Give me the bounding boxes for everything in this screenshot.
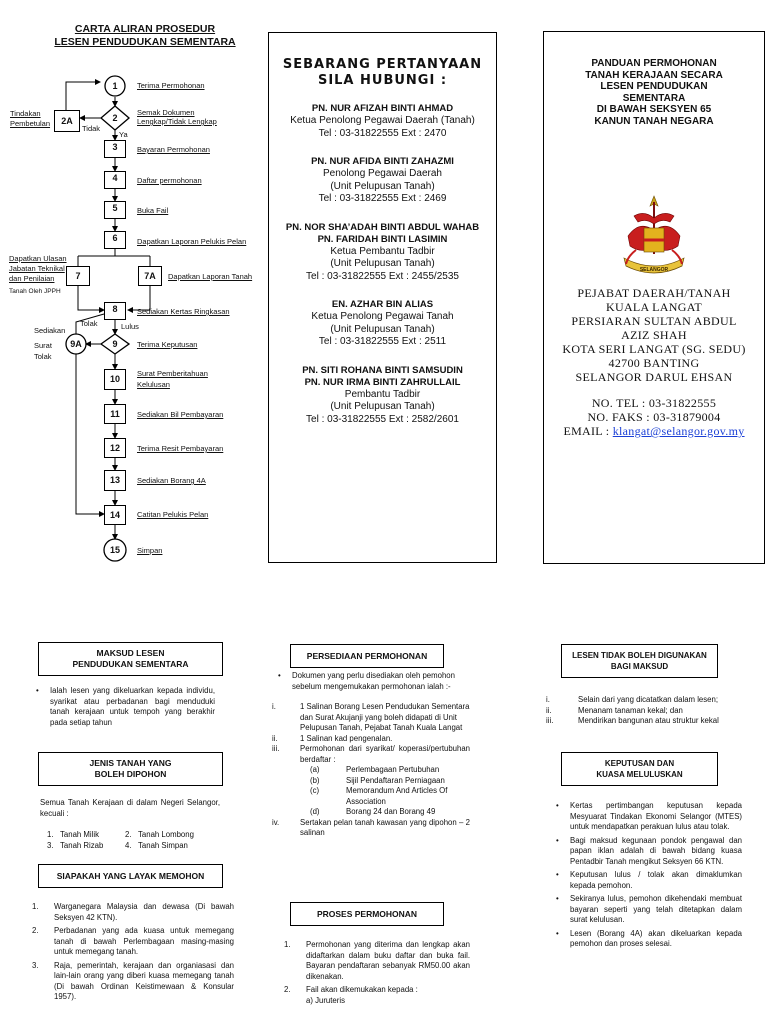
list-item: • Bagi maksud kegunaan pondok pengawal dan papan iklan adalah di bawah bidang kuasa Pentadbir Tanah mengikut Seksyen 66 KTN. [556, 835, 742, 866]
proses-title-box [290, 902, 444, 926]
maksud-title-line: MAKSUD LESEN [96, 648, 165, 658]
contact-detail: Penolong Pegawai Daerah [323, 168, 442, 179]
list-item: i. Selain dari yang dicatatkan dalam lesen; [546, 695, 718, 704]
contact-detail: Ketua Pembantu Tadbir [330, 245, 435, 257]
proses-title: PROSES PERMOHONAN [316, 909, 418, 919]
node-14: 14 [104, 505, 126, 525]
jenis-row [47, 841, 227, 852]
maksud-title-line: PENDUDUKAN SEMENTARA [72, 659, 189, 669]
list-item: 2. Tanah Lombong [125, 830, 194, 839]
label-resit: Terima Resit Pembayaran [137, 444, 224, 453]
keputusan-title-line: KEPUTUSAN DAN [604, 759, 675, 768]
node-4: 4 [104, 171, 126, 189]
address-line: PEJABAT DAERAH/TANAH [577, 286, 731, 300]
list-item: 1. Permohonan yang diterima dan lengkap akan didaftarkan dalam buku daftar dan buka fail. Bayaran pendaftaran sebanyak RM50.00 akan dikenakan. [284, 940, 470, 981]
contact-panel [268, 32, 497, 563]
node-6: 6 [104, 231, 126, 249]
lesen-list [546, 695, 753, 727]
persediaan-intro-text: Dokumen yang perlu disediakan oleh pemohon sebelum mengemukakan permohonan ialah :- [292, 671, 455, 691]
list-item: iv. Sertakan pelan tanah kawasan yang dipohon – 2 salinan [272, 817, 470, 837]
cover-title [544, 58, 764, 127]
label-ulasan-3: dan Penilaian [9, 274, 55, 283]
maksud-title-box [38, 642, 223, 676]
list-item: 1. Warganegara Malaysia dan dewasa (Di bawah Seksyen 42 KTN). [32, 902, 234, 922]
contact-detail: Tel : 03-31822555 Ext : 2469 [318, 193, 447, 204]
label-ulasan-1: Dapatkan Ulasan [9, 254, 67, 263]
contact-detail: Tel : 03-31822555 Ext : 2511 [318, 336, 447, 347]
label-terima-permohonan: Terima Permohonan [137, 81, 205, 90]
contact-group [269, 103, 496, 140]
list-item: iii. Permohonan dari syarikat/ koperasi/pertubuhan berdaftar : [272, 744, 470, 764]
maksud-text [36, 686, 215, 728]
label-surat-tolak: Tolak [34, 352, 52, 361]
proses-sub-item: a) Juruteris [306, 995, 345, 1005]
list-item: 4. Tanah Simpan [125, 840, 188, 850]
persediaan-list [272, 702, 470, 839]
sub-item: (a) Perlembagaan Pertubuhan [310, 765, 440, 774]
node-15: 15 [109, 545, 120, 555]
address-line: PERSIARAN SULTAN ABDUL [571, 314, 737, 328]
contact-heading-2: SILA HUBUNGI : [317, 73, 448, 88]
label-borang-4a: Sediakan Borang 4A [137, 476, 206, 485]
list-item: • Kertas pertimbangan keputusan kepada Mesyuarat Tindakan Ekonomi Selangor (MTES) untuk mendapatkan perakuan lulus atau tolak. [556, 801, 742, 831]
node-10: 10 [104, 369, 126, 390]
label-kertas-ringkasan: Sediakan Kertas Ringkasan [137, 307, 230, 316]
node-9a: 9A [70, 339, 82, 349]
label-terima-keputusan: Terima Keputusan [137, 340, 198, 349]
list-item: • Keputusan lulus / tolak akan dimaklumkan kepada pemohon. [556, 870, 742, 890]
jenis-text: Semua Tanah Kerajaan di dalam Negeri Selangor, kecuali : [40, 798, 220, 818]
node-2a: 2A [54, 110, 80, 132]
label-sediakan: Sediakan [34, 326, 66, 335]
cover-title-line: LESEN PENDUDUKAN [600, 81, 708, 92]
label-tindakan: Tindakan [10, 109, 41, 118]
contact-name: PN. NUR IRMA BINTI ZAHRULLAIL [304, 376, 461, 388]
label-surat: Surat [34, 341, 52, 350]
label-laporan-pelukis: Dapatkan Laporan Pelukis Pelan [137, 237, 247, 246]
label-tidak: Tidak [82, 124, 101, 133]
label-bayaran: Bayaran Permohonan [137, 145, 210, 154]
lesen-title-line: BAGI MAKSUD [610, 662, 669, 671]
node-12: 12 [104, 438, 126, 458]
list-item: ii. 1 Salinan kad pengenalan. [272, 733, 393, 743]
node-11: 11 [104, 404, 126, 424]
list-item: iii. Mendirikan bangunan atau struktur kekal [546, 716, 719, 725]
list-item: 3. Raja, pemerintah, kerajaan dan organiasasi dan lain-lain orang yang diberi kuasa memegang tanah (Di bawah Ordinan Keistimewaan & Konsular 1957). [32, 960, 234, 1001]
cover-title-line: KANUN TANAH NEGARA [594, 115, 714, 127]
contact-detail: Tel : 03-31822555 Ext : 2455/2535 [306, 270, 459, 282]
label-tolak: Tolak [80, 319, 98, 328]
label-laporan-tanah: Dapatkan Laporan Tanah [168, 272, 253, 281]
contact-detail: Tel : 03-31822555 Ext : 2582/2601 [306, 413, 459, 425]
node-5: 5 [104, 201, 126, 219]
label-daftar: Daftar permohonan [137, 176, 202, 185]
flowchart-title-2: LESEN PENDUDUKAN SEMENTARA [54, 36, 236, 48]
persediaan-title: PERSEDIAAN PERMOHONAN [306, 651, 428, 661]
node-13: 13 [104, 470, 126, 491]
label-buka-fail: Buka Fail [137, 206, 169, 215]
jenis-list [47, 830, 227, 851]
siapakah-title-box [38, 864, 223, 888]
node-3: 3 [104, 140, 126, 158]
crest-label: SELANGOR [639, 267, 669, 273]
list-item: 3. Tanah Rizab [47, 840, 104, 850]
node-9: 9 [112, 339, 118, 349]
proses-list [284, 940, 470, 1006]
contact-name: PN. SITI ROHANA BINTI SAMSUDIN [302, 364, 463, 376]
office-email-row [544, 424, 764, 438]
cover-title-line: SEMENTARA [622, 92, 686, 104]
contact-detail: Pembantu Tadbir [344, 388, 421, 400]
list-item: 1. Tanah Milik [47, 830, 100, 839]
contact-group [269, 156, 496, 206]
contact-name: EN. AZHAR BIN ALIAS [331, 299, 434, 310]
keputusan-title-line: KUASA MELULUSKAN [596, 770, 683, 779]
list-item: 2. Fail akan dikemukakan kepada : [284, 985, 418, 994]
list-item: ii. Menanam tanaman kekal; dan [546, 705, 683, 715]
label-simpan: Simpan [137, 546, 163, 555]
label-lulus: Lulus [121, 322, 139, 331]
sub-item: (c) Memorandum And Articles Of Association [310, 786, 448, 806]
persediaan-intro [278, 671, 474, 692]
node-7a: 7A [138, 266, 162, 286]
email-label: EMAIL : [563, 424, 613, 438]
address-line: KOTA SERI LANGAT (SG. SEDU) [562, 342, 746, 356]
office-address [544, 286, 764, 438]
node-8: 8 [104, 302, 126, 320]
list-item: • Sekiranya lulus, pemohon dikehendaki membuat bayaran seperti yang telah ditetapkan dalam surat kelulusan. [556, 894, 742, 924]
address-line: SELANGOR DARUL EHSAN [575, 370, 733, 384]
contact-list [269, 103, 496, 426]
contact-detail: (Unit Pelupusan Tanah) [330, 258, 435, 269]
node-1: 1 [112, 81, 118, 91]
cover-panel [543, 31, 765, 564]
siapakah-title: SIAPAKAH YANG LAYAK MEMOHON [56, 871, 205, 881]
contact-name: PN. NUR AFIZAH BINTI AHMAD [311, 103, 454, 114]
cover-title-line: TANAH KERAJAAN SECARA [585, 69, 723, 81]
label-surat-pemberitahuan: Surat Pemberitahuan [137, 369, 208, 378]
address-line: 42700 BANTING [608, 356, 700, 370]
node-2: 2 [112, 113, 118, 123]
contact-detail: Tel : 03-31822555 Ext : 2470 [318, 127, 447, 139]
label-catitan: Catitan Pelukis Pelan [137, 510, 209, 519]
address-line: AZIZ SHAH [621, 328, 687, 342]
jenis-title-line: BOLEH DIPOHON [94, 769, 167, 779]
contact-heading-1: SEBARANG PERTANYAAN [282, 57, 483, 72]
list-item: 2. Perbadanan yang ada kuasa untuk memegang tanah di bawah Perlembagaan masing-masing untuk memegang tanah. [32, 926, 234, 956]
lesen-title-box [561, 644, 718, 678]
label-ulasan-2: Jabatan Teknikal [9, 264, 65, 273]
jenis-title-box [38, 752, 223, 786]
label-kelulusan: Kelulusan [137, 380, 170, 389]
contact-detail: (Unit Pelupusan Tanah) [330, 401, 435, 412]
bullet-icon: • [278, 671, 281, 680]
flowchart-title-1: CARTA ALIRAN PROSEDUR [74, 23, 216, 35]
office-tel: NO. TEL : 03-31822555 [591, 396, 717, 410]
contact-detail: Ketua Penolong Pegawai Daerah (Tanah) [290, 115, 475, 126]
contact-detail: (Unit Pelupusan Tanah) [330, 323, 435, 335]
sub-item: (b) Sijil Pendaftaran Perniagaan [310, 775, 445, 785]
cover-title-line: DI BAWAH SEKSYEN 65 [596, 104, 712, 115]
persediaan-title-box [290, 644, 444, 668]
list-item: i. 1 Salinan Borang Lesen Pendudukan Sementara dan Surat Akujanji yang boleh didapati di Unit Pelupusan Tanah, Pejabat Tanah Kuala Langat [272, 702, 470, 732]
label-ulasan-4: Tanah Oleh JPPH [9, 288, 61, 295]
contact-group [269, 299, 496, 349]
label-bil-pembayaran: Sediakan Bil Pembayaran [137, 410, 224, 419]
cover-title-line: PANDUAN PERMOHONAN [591, 58, 717, 69]
contact-detail: (Unit Pelupusan Tanah) [330, 180, 435, 192]
email-link[interactable]: klangat@selangor.gov.my [612, 424, 745, 438]
label-pembetulan: Pembetulan [10, 119, 51, 128]
keputusan-list [556, 801, 742, 950]
office-fax: NO. FAKS : 03-31879004 [587, 410, 721, 424]
keputusan-title-box [561, 752, 718, 786]
siapakah-list [32, 902, 234, 1003]
list-item: • Lesen (Borang 4A) akan dikeluarkan kepada pemohon dan proses selesai. [556, 928, 742, 948]
lesen-title-line: LESEN TIDAK BOLEH DIGUNAKAN [572, 651, 707, 660]
jenis-row [47, 830, 227, 841]
label-ya: Ya [119, 130, 128, 139]
contact-group [269, 365, 496, 427]
label-semak-dokumen: Semak Dokumen Lengkap/Tidak Lengkap [137, 108, 217, 126]
jenis-title-line: JENIS TANAH YANG [89, 758, 172, 768]
contact-detail: Ketua Penolong Pegawai Tanah [311, 311, 454, 322]
address-line: KUALA LANGAT [606, 300, 702, 314]
contact-name: PN. NUR AFIDA BINTI ZAHAZMI [311, 156, 454, 167]
bullet-icon: • [36, 686, 39, 695]
contact-name: PN. NOR SHA’ADAH BINTI ABDUL WAHAB [285, 221, 480, 233]
sub-list [310, 765, 470, 818]
contact-name: PN. FARIDAH BINTI LASIMIN [317, 233, 448, 245]
sub-item: (d) Borang 24 dan Borang 49 [310, 807, 436, 816]
contact-group [269, 222, 496, 284]
maksud-text-content: Ialah lesen yang dikeluarkan kepada individu, syarikat atau perbadanan bagi menduduki tanah kerajaan untuk tempoh yang berakhir pada setiap tahun [50, 686, 215, 727]
node-7: 7 [66, 266, 90, 286]
